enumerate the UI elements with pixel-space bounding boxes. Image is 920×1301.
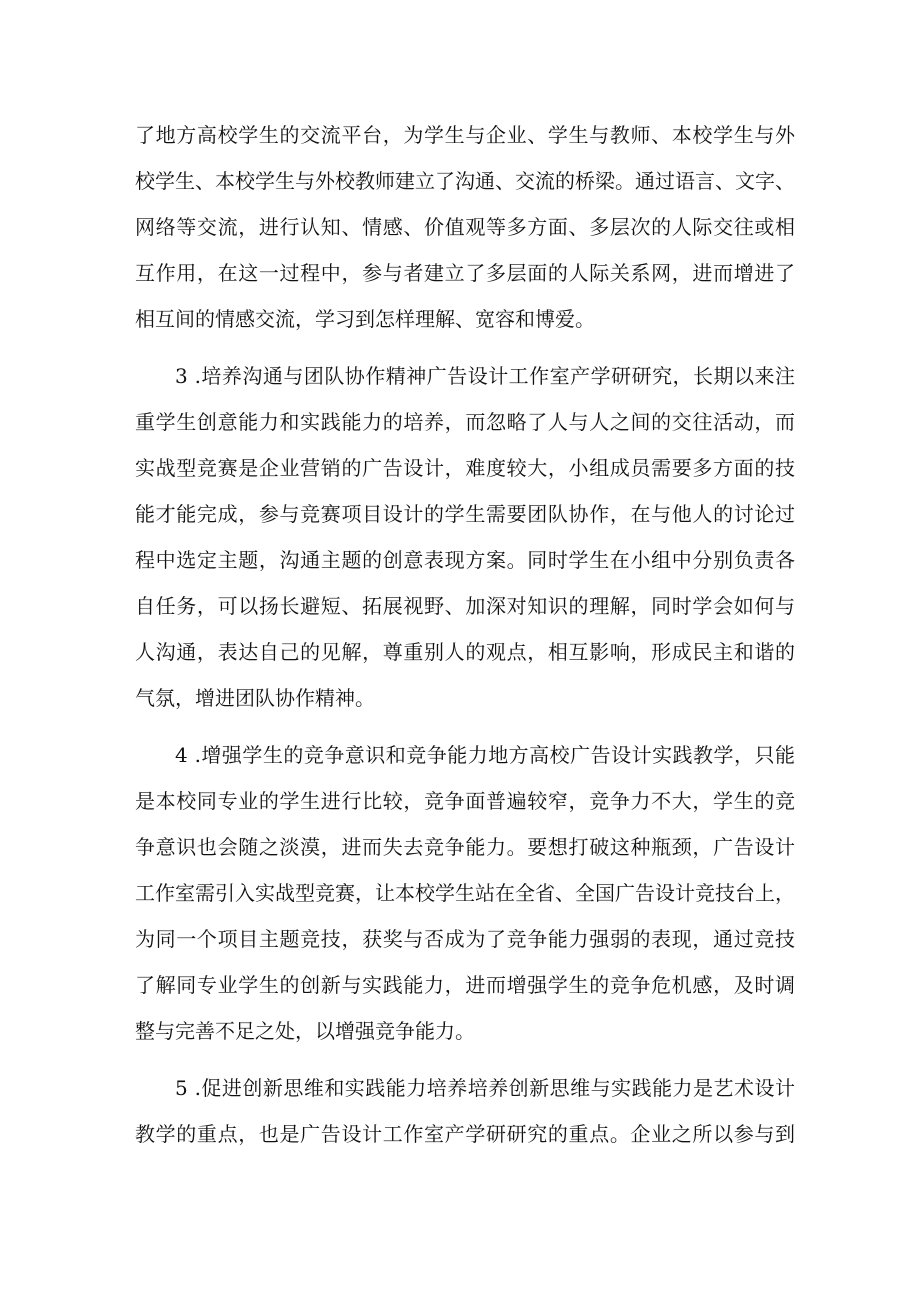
text-line: 校学生、本校学生与外校教师建立了沟通、交流的桥梁。通过语言、文字、 xyxy=(135,169,795,193)
text-line: 争意识也会随之淡漠，进而失去竞争能力。要想打破这种瓶颈，广告设计 xyxy=(135,835,795,859)
paragraph-item-5 xyxy=(135,1065,795,1157)
text-line: 整与完善不足之处，以增强竞争能力。 xyxy=(135,1019,475,1043)
text-line: 网络等交流，进行认知、情感、价值观等多方面、多层次的人际交往或相 xyxy=(135,215,795,239)
text-line: 5 .促进创新思维和实践能力培养培养创新思维与实践能力是艺术设计 xyxy=(175,1076,795,1100)
paragraph-item-3 xyxy=(135,353,795,721)
text-line: 实战型竞赛是企业营销的广告设计，难度较大，小组成员需要多方面的技 xyxy=(135,456,795,480)
text-line: 了地方高校学生的交流平台，为学生与企业、学生与教师、本校学生与外 xyxy=(135,123,795,147)
text-line: 3 .培养沟通与团队协作精神广告设计工作室产学研研究，长期以来注 xyxy=(175,364,795,388)
text-line: 了解同专业学生的创新与实践能力，进而增强学生的竞争危机感，及时调 xyxy=(135,973,795,997)
text-line: 相互间的情感交流，学习到怎样理解、宽容和博爱。 xyxy=(135,307,595,331)
document-body xyxy=(135,112,795,1157)
text-line: 互作用，在这一过程中，参与者建立了多层面的人际关系网，进而增进了 xyxy=(135,261,795,285)
text-line: 程中选定主题，沟通主题的创意表现方案。同时学生在小组中分别负责各 xyxy=(135,548,795,572)
paragraph-continuation xyxy=(135,112,795,342)
text-line: 4 .增强学生的竞争意识和竞争能力地方高校广告设计实践教学，只能 xyxy=(175,743,795,767)
text-line: 是本校同专业的学生进行比较，竞争面普遍较窄，竞争力不大，学生的竞 xyxy=(135,789,795,813)
paragraph-item-4 xyxy=(135,732,795,1054)
text-line: 重学生创意能力和实践能力的培养，而忽略了人与人之间的交往活动，而 xyxy=(135,410,795,434)
text-line: 教学的重点，也是广告设计工作室产学研研究的重点。企业之所以参与到 xyxy=(135,1122,795,1146)
text-line: 气氛，增进团队协作精神。 xyxy=(135,686,375,710)
text-line: 为同一个项目主题竞技，获奖与否成为了竞争能力强弱的表现，通过竞技 xyxy=(135,927,795,951)
text-line: 自任务，可以扬长避短、拓展视野、加深对知识的理解，同时学会如何与 xyxy=(135,594,795,618)
text-line: 工作室需引入实战型竞赛，让本校学生站在全省、全国广告设计竞技台上， xyxy=(135,881,795,905)
text-line: 能才能完成，参与竞赛项目设计的学生需要团队协作，在与他人的讨论过 xyxy=(135,502,795,526)
text-line: 人沟通，表达自己的见解，尊重别人的观点，相互影响，形成民主和谐的 xyxy=(135,640,795,664)
